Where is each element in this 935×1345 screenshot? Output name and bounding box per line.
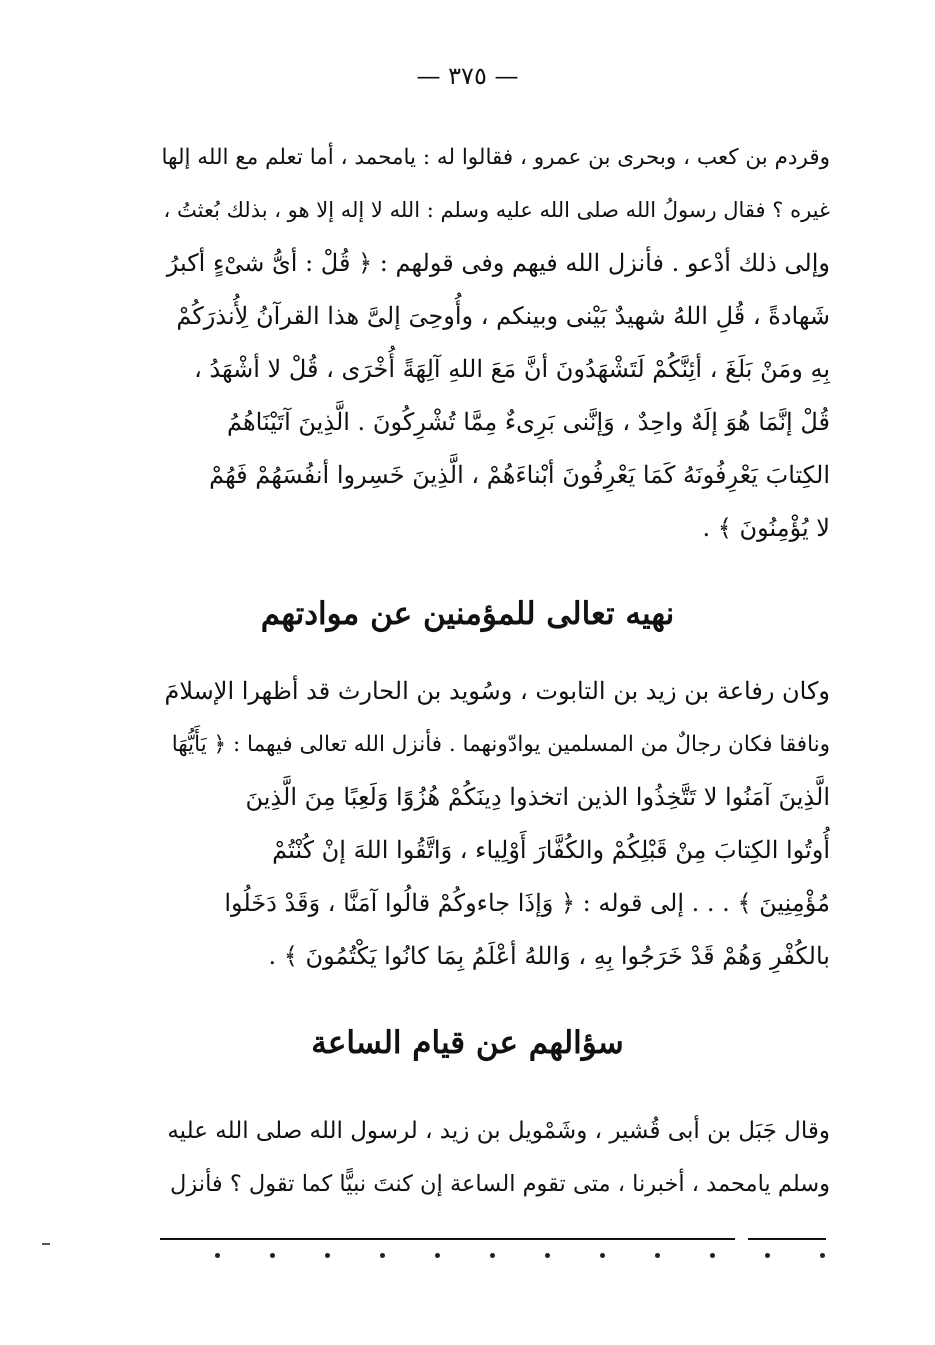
section-hour-question [160, 1105, 830, 1211]
footer-dot [490, 1253, 495, 1258]
footer-dot [435, 1253, 440, 1258]
footer-dot [820, 1253, 825, 1258]
footer-dot [545, 1253, 550, 1258]
footer-dot [600, 1253, 605, 1258]
footer-dots [215, 1253, 825, 1258]
text-line: شَهادةً ، قُلِ اللهُ شهيدٌ بَيْنى وبينكم ، وأُوحِىَ إلىَّ هذا القرآنُ لِأُنذرَكُمْ [176, 302, 830, 330]
footer-dot [655, 1253, 660, 1258]
footer-dot [325, 1253, 330, 1258]
text-line: وإلى ذلك أدْعو . فأنزل الله فيهم وفى قولهم : ﴿ قُلْ : أىُّ شىْءٍ أكبرُ [166, 249, 830, 277]
footer-dot [270, 1253, 275, 1258]
section-quraysh-questions [160, 131, 830, 555]
footer-rule-short [748, 1238, 826, 1240]
text-line: بالكُفْرِ وَهُمْ قَدْ خَرَجُوا بِهِ ، وَاللهُ أعْلَمُ بِمَا كانُوا يَكْتُمُونَ ﴾ . [268, 942, 830, 970]
text-line: وقال جَبَل بن أبى قُشير ، وشَمْويل بن زيد ، لرسول الله صلى الله عليه [167, 1118, 830, 1144]
footer-dot [215, 1253, 220, 1258]
text-line: غيره ؟ فقال رسولُ الله صلى الله عليه وسلم : الله لا إله إلا هو ، بذلك بُعثتُ ، [163, 198, 830, 222]
text-line: وكان رفاعة بن زيد بن التابوت ، وسُويد بن الحارث قد أظهرا الإسلامَ [164, 677, 830, 705]
text-line: بِهِ ومَنْ بَلَغَ ، أئِنَّكُمْ لَتَشْهَدُونَ أنَّ مَعَ اللهِ آلِهَةً أُخْرَى ، قُلْ لا أشْهَدُ ، [194, 355, 830, 383]
text-line: أُوتُوا الكِتابَ مِنْ قَبْلِكُمْ والكُفَّارَ أَوْلِياء ، وَاتَّقُوا اللهَ إنْ كُنْتُمْ [272, 836, 830, 864]
text-line: لا يُؤْمِنُونَ ﴾ . [702, 514, 830, 542]
section-heading-friendship: نهيه تعالى للمؤمنين عن موادتهم [260, 596, 675, 632]
section-rifaa-suwayd [160, 665, 830, 983]
text-line: وسلم يامحمد ، أخبرنا ، متى تقوم الساعة إن كنتَ نبيًّا كما تقول ؟ فأنزل [170, 1171, 830, 1197]
footer-rule-long [160, 1238, 735, 1240]
margin-mark [42, 1243, 50, 1245]
footer-dot [380, 1253, 385, 1258]
text-line: وقردم بن كعب ، وبحرى بن عمرو ، فقالوا له : يامحمد ، أما تعلم مع الله إلها [161, 145, 830, 170]
page-number: — ٣٧٥ — [416, 62, 519, 90]
text-line: مُؤْمِنِينَ ﴾ . . . إلى قوله : ﴿ وَإذَا جاءوكُمْ قالُوا آمَنَّا ، وَقَدْ دَخَلُوا [224, 889, 830, 917]
text-line: الَّذِينَ آمَنُوا لا تَتَّخِذُوا الذين اتخذوا دِينَكُمْ هُزُوًا وَلَعِبًا مِنَ الَّذِينَ [245, 783, 830, 811]
section-heading-hour: سؤالهم عن قيام الساعة [311, 1025, 624, 1061]
text-line: الكِتابَ يَعْرِفُونَهُ كَمَا يَعْرِفُونَ أبْناءَهُمْ ، الَّذِينَ خَسِروا أنفُسَهُمْ فَهُمْ [209, 461, 830, 489]
text-line: ونافقا فكان رجالٌ من المسلمين يوادّونهما . فأنزل الله تعالى فيهما : ﴿ يَأَيُّهَا [171, 732, 830, 757]
footer-dot [710, 1253, 715, 1258]
footer-dot [765, 1253, 770, 1258]
text-line: قُلْ إنَّمَا هُوَ إلَهٌ واحِدٌ ، وَإنَّنى بَرِىءٌ مِمَّا تُشْرِكُونَ . الَّذِينَ آتَيْنَاهُمُ [227, 408, 830, 436]
